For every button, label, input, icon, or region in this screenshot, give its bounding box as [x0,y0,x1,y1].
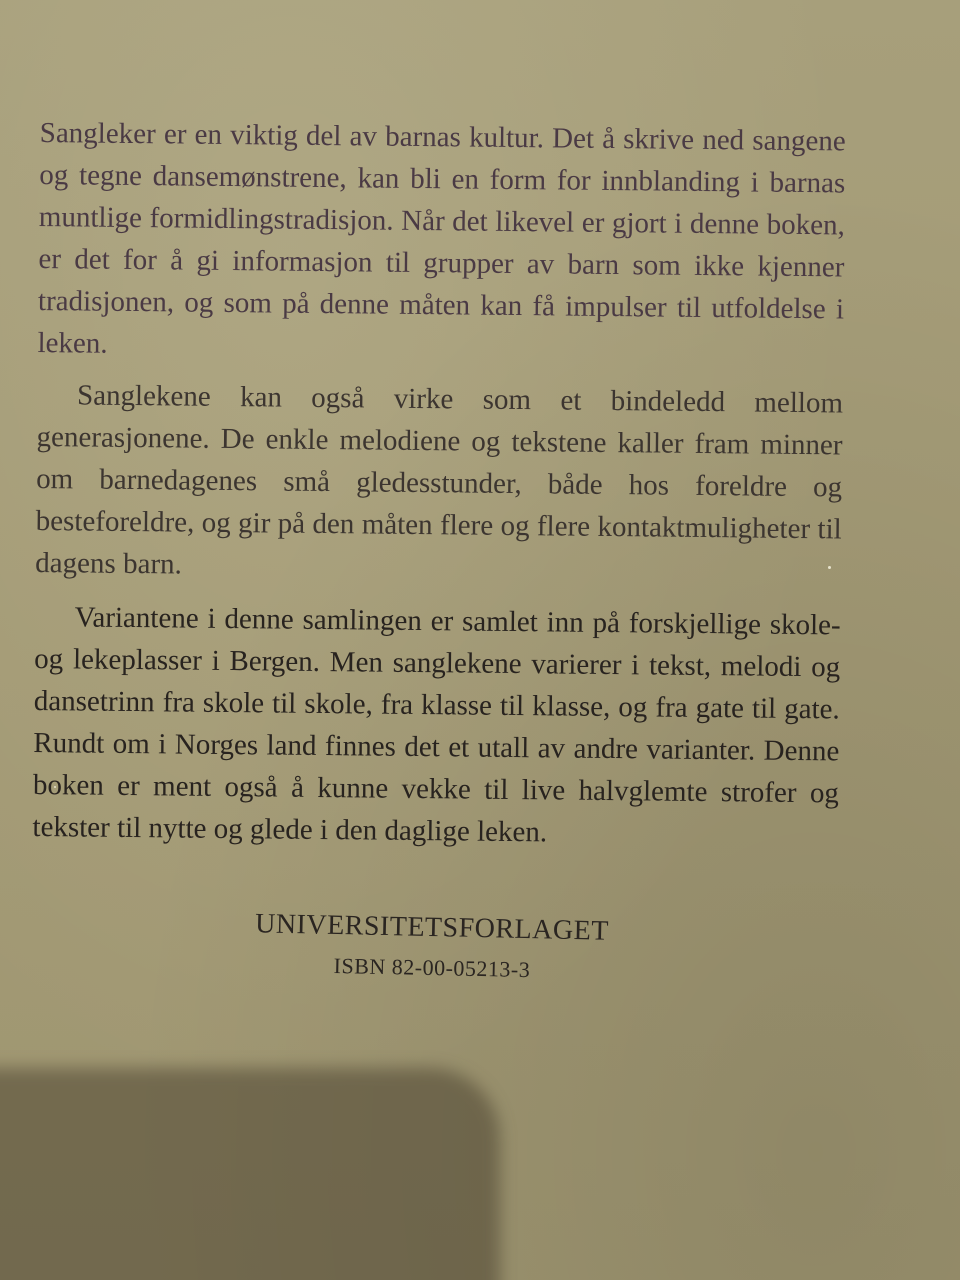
paragraph-1: Sangleker er en viktig del av barnas kultur. Det å skrive ned sangene og tegne dansemønstrene, kan bli en form for innblanding i barnas muntlige formidlingstradisjon. Når det likevel er gjort i denne boken, er det for å gi informasjon til grupper av barn som ikke kjenner tradisjonen, og som på denne måten kan få impulser til utfoldelse i leken. [37,116,846,360]
publisher-name: UNIVERSITETSFORLAGET [254,908,610,947]
hand-shadow [0,1068,500,1280]
paragraph-2: Sanglekene kan også virke som et bindeledd mellom generasjonene. De enkle melodiene og tekstene kaller fram minner om barnedagenes små gledesstunder, både hos foreldre og besteforeldre, og gir på den måten flere og flere kontaktmuligheter til dagens barn. [35,379,844,581]
paragraph-3: Variantene i denne samlingen er samlet inn på forskjellige skole- og lekeplasser i Bergen. Men sanglekene varierer i tekst, melodi og dansetrinn fra skole til skole, fra klasse til klasse, og fra gate til gate. Rundt om i Norges land finnes det et utall av andre varianter. Denne boken er ment også å kunne vekke til live halvglemte strofer og tekster til nytte og glede i den daglige leken. [32,601,841,849]
blurb-text [32,112,846,856]
isbn-number: ISBN 82-00-05213-3 [333,952,531,983]
